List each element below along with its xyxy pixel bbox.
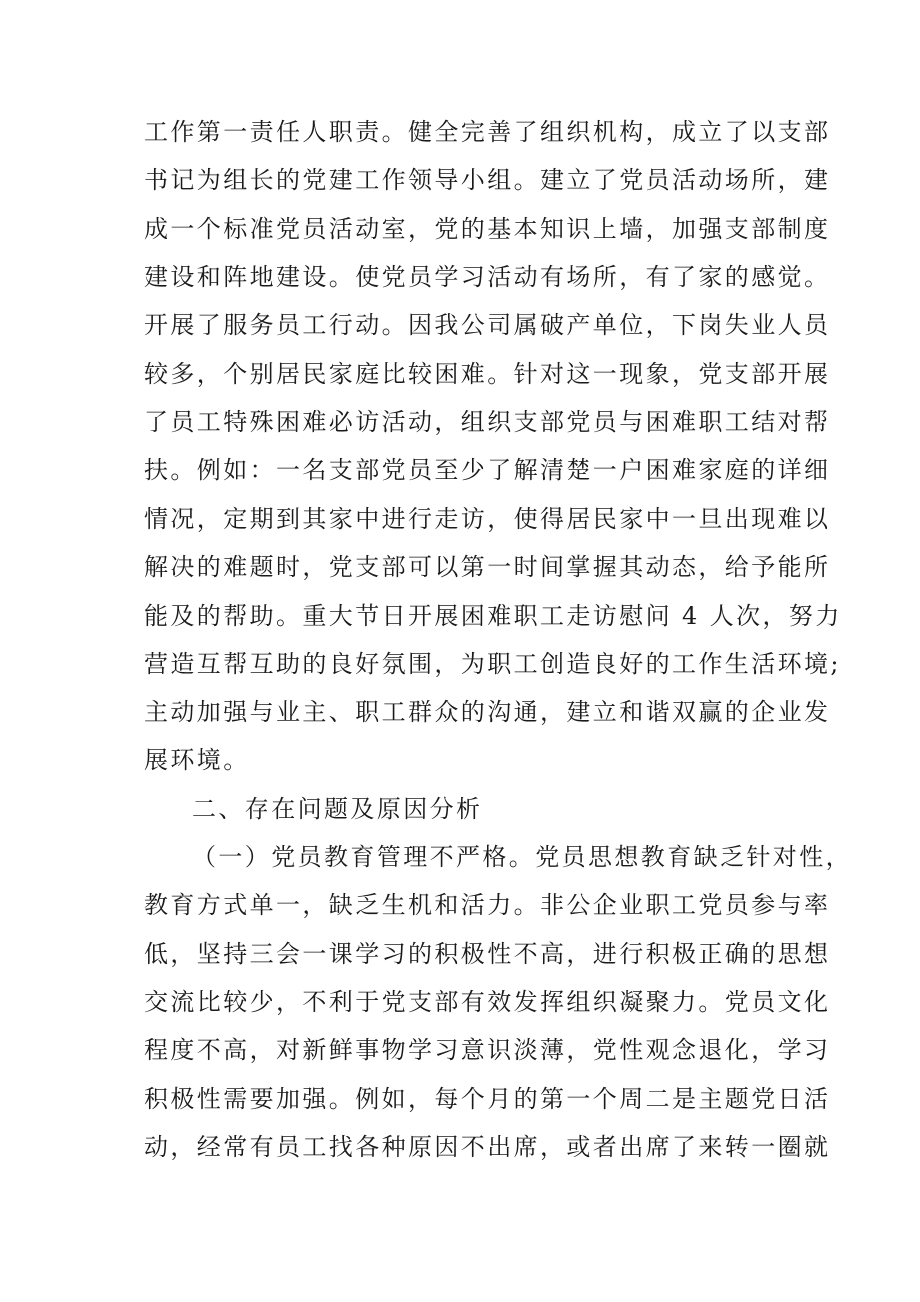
text-line: 教育方式单一，缺乏生机和活力。非公企业职工党员参与率: [144, 891, 831, 919]
text-line: （一）党员教育管理不严格。党员思想教育缺乏针对性，: [192, 843, 852, 871]
text-line: 积极性需要加强。例如，每个月的第一个周二是主题党日活: [144, 1085, 831, 1113]
text-line: 低，坚持三会一课学习的积极性不高，进行积极正确的思想: [144, 940, 831, 968]
text-line: 开展了服务员工行动。因我公司属破产单位，下岗失业人员: [144, 311, 831, 339]
text-line: 建设和阵地建设。使党员学习活动有场所，有了家的感觉。: [144, 263, 831, 291]
text-line: 较多，个别居民家庭比较困难。针对这一现象，党支部开展: [144, 360, 831, 388]
text-line: 成一个标准党员活动室，党的基本知识上墙，加强支部制度: [144, 215, 831, 243]
text-line: 书记为组长的党建工作领导小组。建立了党员活动场所，建: [144, 166, 831, 194]
text-line: 情况，定期到其家中进行走访，使得居民家中一旦出现难以: [144, 505, 831, 533]
text-line: 营造互帮互助的良好氛围，为职工创造良好的工作生活环境;: [144, 650, 841, 678]
text-line: 解决的难题时，党支部可以第一时间掌握其动态，给予能所: [144, 553, 831, 581]
text-line: 交流比较少，不利于党支部有效发挥组织凝聚力。党员文化: [144, 988, 831, 1016]
text-line: 能及的帮助。重大节日开展困难职工走访慰问 4 人次，努力: [144, 602, 842, 630]
text-line: 了员工特殊困难必访活动，组织支部党员与困难职工结对帮: [144, 408, 831, 436]
text-line: 动，经常有员工找各种原因不出席，或者出席了来转一圈就: [144, 1133, 831, 1161]
text-line: 程度不高，对新鲜事物学习意识淡薄，党性观念退化，学习: [144, 1036, 831, 1064]
text-line: 主动加强与业主、职工群众的沟通，建立和谐双赢的企业发: [144, 698, 831, 726]
text-line: 展环境。: [144, 746, 250, 774]
section-heading: 二、存在问题及原因分析: [192, 795, 483, 823]
text-line: 工作第一责任人职责。健全完善了组织机构，成立了以支部: [144, 118, 831, 146]
text-line: 扶。例如：一名支部党员至少了解清楚一户困难家庭的详细: [144, 456, 831, 484]
